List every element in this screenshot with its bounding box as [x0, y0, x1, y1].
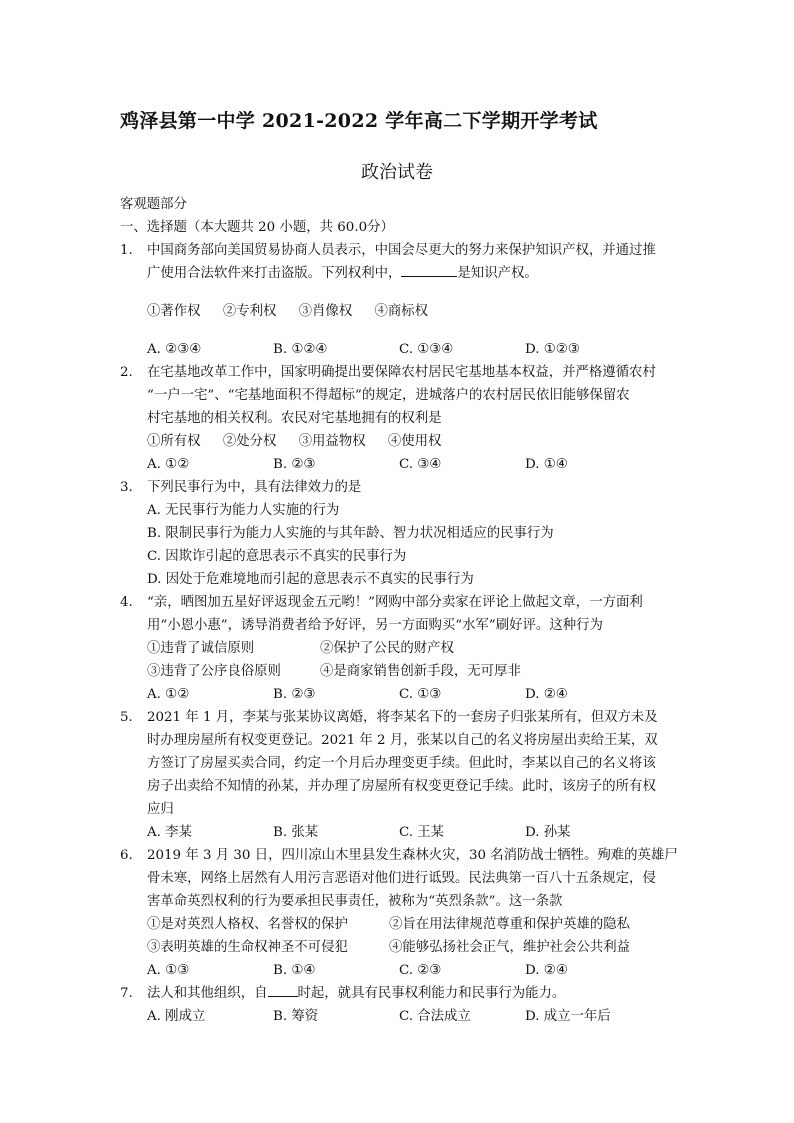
option-a[interactable]: A. ①③	[147, 963, 190, 978]
question-number: 4.	[120, 595, 133, 610]
statement: ③表明英雄的生命权神圣不可侵犯	[147, 940, 348, 955]
answer-options	[120, 1005, 680, 1028]
question-content	[120, 193, 680, 1028]
statement: ③违背了公序良俗原则	[147, 664, 281, 679]
statement: ②旨在用法律规范尊重和保护英雄的隐私	[389, 917, 631, 932]
statement: ①是对英烈人格权、名誉权的保护	[147, 917, 348, 932]
answer-options	[120, 683, 680, 706]
question-text: 法人和其他组织，自	[147, 986, 268, 1001]
option-b[interactable]: B. 限制民事行为能力人实施的与其年龄、智力状况相适应的民事行为	[147, 526, 554, 541]
statement: ③用益物权	[298, 434, 366, 449]
option-d[interactable]: D. ②④	[525, 963, 568, 978]
question-text: 中国商务部向美国贸易协商人员表示，中国会尽更大的努力来保护知识产权，并通过推	[147, 243, 656, 258]
option-b[interactable]: B. ①②④	[273, 342, 328, 357]
exam-title: 鸡泽县第一中学 2021-2022 学年高二下学期开学考试	[120, 110, 598, 132]
question-text: 用“小恩小惠”，诱导消费者给予好评，另一方面购买“水军”刷好评。这种行为	[147, 618, 603, 633]
option-d[interactable]: D. ①②③	[525, 342, 580, 357]
question-text: 时起，就具有民事权利能力和民事行为能力。	[297, 986, 566, 1001]
option-b[interactable]: B. ②③	[273, 457, 316, 472]
option-c[interactable]: C. ①③④	[399, 342, 454, 357]
statement: ④是商家销售创新手段，无可厚非	[320, 664, 521, 679]
option-b[interactable]: B. ①④	[273, 963, 316, 978]
question-text: 骨未寒，网络上居然有人用污言恶语对他们进行诋毁。民法典第一百八十五条规定，侵	[147, 871, 656, 886]
option-a[interactable]: A. ①②	[147, 457, 190, 472]
question-number: 2.	[120, 365, 133, 380]
statement: ③肖像权	[298, 304, 353, 319]
answer-options	[120, 453, 680, 476]
statement: ①违背了诚信原则	[147, 641, 255, 656]
statement: ②保护了公民的财产权	[320, 641, 454, 656]
option-d[interactable]: D. 因处于危难境地而引起的意思表示不真实的民事行为	[147, 572, 474, 587]
statement: ④使用权	[387, 434, 442, 449]
question-3	[120, 476, 680, 591]
statement: ①著作权	[147, 304, 201, 319]
statement-row	[120, 430, 680, 453]
question-2	[120, 361, 680, 476]
section-heading: 一、选择题（本大题共 20 小题，共 60.0分）	[120, 220, 394, 235]
question-text: 应归	[147, 802, 174, 817]
option-c[interactable]: C. 合法成立	[399, 1009, 471, 1024]
question-text: 2019 年 3 月 30 日，四川凉山木里县发生森林火灾，30 名消防战士牺牲。殉难的英雄尸	[147, 848, 678, 863]
option-a[interactable]: A. ②③④	[147, 342, 202, 357]
question-number: 1.	[120, 243, 133, 258]
statement: ④商标权	[374, 304, 429, 319]
question-number: 7.	[120, 986, 133, 1001]
exam-subtitle: 政治试卷	[361, 162, 433, 183]
question-text: 广使用合法软件来打击盗版。下列权利中，	[147, 266, 402, 281]
question-1	[120, 239, 680, 361]
question-text: “亲，晒图加五星好评返现金五元哟！”网购中部分卖家在评论上做起文章，一方面利	[147, 595, 643, 610]
option-d[interactable]: D. 孙某	[525, 825, 571, 840]
question-text: 是知识产权。	[457, 266, 538, 281]
option-c[interactable]: C. ③④	[399, 457, 442, 472]
option-a[interactable]: A. 李某	[147, 825, 192, 840]
statement: ④能够弘扬社会正气，维护社会公共利益	[389, 940, 631, 955]
question-text: 2021 年 1 月，李某与张某协议离婚，将李某名下的一套房子归张某所有，但双方未及	[147, 710, 658, 725]
option-a[interactable]: A. 刚成立	[147, 1009, 206, 1024]
answer-options	[120, 959, 680, 982]
statement-row	[120, 913, 680, 936]
option-c[interactable]: C. ①③	[399, 687, 442, 702]
question-text: 下列民事行为中，具有法律效力的是	[147, 480, 362, 495]
question-text: “一户一宅”、“宅基地面积不得超标”的规定，进城落户的农村居民依旧能够保留农	[147, 388, 630, 403]
option-c[interactable]: C. 王某	[399, 825, 445, 840]
question-7	[120, 982, 680, 1028]
option-b[interactable]: B. 筹资	[273, 1009, 319, 1024]
question-text: 时办理房屋所有权变更登记。2021 年 2 月，张某以自己的名义将房屋出卖给王某，双	[147, 733, 658, 748]
answer-blank	[401, 264, 457, 277]
option-c[interactable]: C. ②③	[399, 963, 442, 978]
statement: ①所有权	[147, 434, 201, 449]
answer-options	[120, 821, 680, 844]
option-d[interactable]: D. ②④	[525, 687, 568, 702]
option-a[interactable]: A. ①②	[147, 687, 190, 702]
statement-row	[120, 637, 680, 660]
answer-blank	[268, 984, 298, 997]
section-label: 客观题部分	[120, 197, 187, 212]
statement-row	[120, 300, 680, 323]
question-text: 房子出卖给不知情的孙某，并办理了房屋所有权变更登记手续。此时，该房子的所有权	[147, 779, 656, 794]
question-4	[120, 591, 680, 706]
option-c[interactable]: C. 因欺诈引起的意思表示不真实的民事行为	[147, 549, 407, 564]
question-6	[120, 844, 680, 982]
question-text: 村宅基地的相关权利。农民对宅基地拥有的权利是	[147, 411, 442, 426]
statement: ②专利权	[222, 304, 277, 319]
answer-options	[120, 338, 680, 361]
option-d[interactable]: D. ①④	[525, 457, 568, 472]
option-a[interactable]: A. 无民事行为能力人实施的行为	[147, 503, 340, 518]
statement-row	[120, 936, 680, 959]
question-number: 3.	[120, 480, 133, 495]
question-text: 在宅基地改革工作中，国家明确提出要保障农村居民宅基地基本权益，并严格遵循农村	[147, 365, 656, 380]
option-b[interactable]: B. 张某	[273, 825, 319, 840]
question-text: 害革命英烈权利的行为要承担民事责任，被称为“英烈条款”。这一条款	[147, 894, 563, 909]
question-number: 6.	[120, 848, 133, 863]
question-text: 方签订了房屋买卖合同，约定一个月后办理变更手续。但此时，李某以自己的名义将该	[147, 756, 656, 771]
question-number: 5.	[120, 710, 133, 725]
statement-row	[120, 660, 680, 683]
option-d[interactable]: D. 成立一年后	[525, 1009, 611, 1024]
question-5	[120, 706, 680, 844]
option-b[interactable]: B. ②③	[273, 687, 316, 702]
statement: ②处分权	[222, 434, 277, 449]
